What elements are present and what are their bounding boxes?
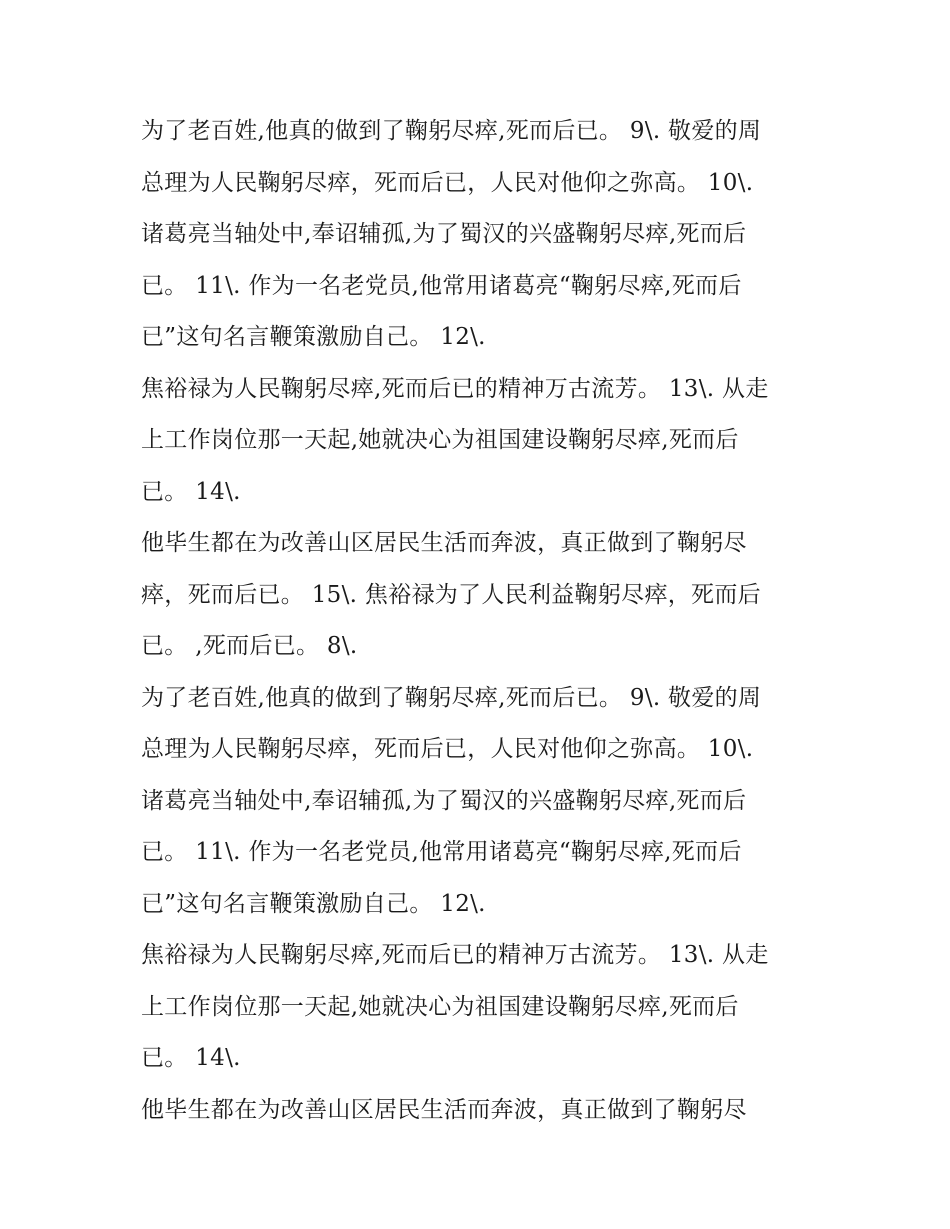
text-line: 上工作岗位那一天起,她就决心为祖国建设鞠躬尽瘁,死而后 (141, 427, 739, 453)
text-line: 焦裕禄为人民鞠躬尽瘁,死而后已的精神万古流芳。 13\. 从走 (141, 375, 769, 402)
text-line: 上工作岗位那一天起,她就决心为祖国建设鞠躬尽瘁,死而后 (141, 993, 739, 1020)
text-line: 瘁，死而后已。 15\. 焦裕禄为了人民利益鞠躬尽瘁，死而后 (141, 581, 761, 608)
text-line: 诸葛亮当轴处中,奉诏辅孤,为了蜀汉的兴盛鞠躬尽瘁,死而后 (141, 221, 747, 247)
text-line: 已”这句名言鞭策激励自己。 12\. (141, 890, 486, 917)
text-line: 已”这句名言鞭策激励自己。 12\. (141, 324, 486, 350)
text-line: 总理为人民鞠躬尽瘁，死而后已，人民对他仰之弥高。 10\. (141, 169, 754, 196)
text-line: 他毕生都在为改善山区居民生活而奔波，真正做到了鞠躬尽 (141, 1096, 747, 1123)
text-line: 已。 11\. 作为一名老党员,他常用诸葛亮“鞠躬尽瘁,死而后 (141, 839, 742, 865)
text-line: 他毕生都在为改善山区居民生活而奔波，真正做到了鞠躬尽 (141, 530, 747, 556)
text-line: 诸葛亮当轴处中,奉诏辅孤,为了蜀汉的兴盛鞠躬尽瘁,死而后 (141, 787, 747, 814)
text-line: 已。 14\. (141, 478, 241, 505)
text-line: 为了老百姓,他真的做到了鞠躬尽瘁,死而后已。 9\. 敬爱的周 (141, 684, 762, 711)
text-line: 已。 14\. (141, 1045, 241, 1071)
text-line: 总理为人民鞠躬尽瘁，死而后已，人民对他仰之弥高。 10\. (141, 736, 754, 762)
text-line: 已。 ,死而后已。 8\. (141, 633, 358, 659)
text-line: 焦裕禄为人民鞠躬尽瘁,死而后已的精神万古流芳。 13\. 从走 (141, 942, 769, 968)
text-line: 为了老百姓,他真的做到了鞠躬尽瘁,死而后已。 9\. 敬爱的周 (141, 118, 762, 144)
text-line: 已。 11\. 作为一名老党员,他常用诸葛亮“鞠躬尽瘁,死而后 (141, 272, 742, 299)
body-text (141, 106, 821, 1136)
